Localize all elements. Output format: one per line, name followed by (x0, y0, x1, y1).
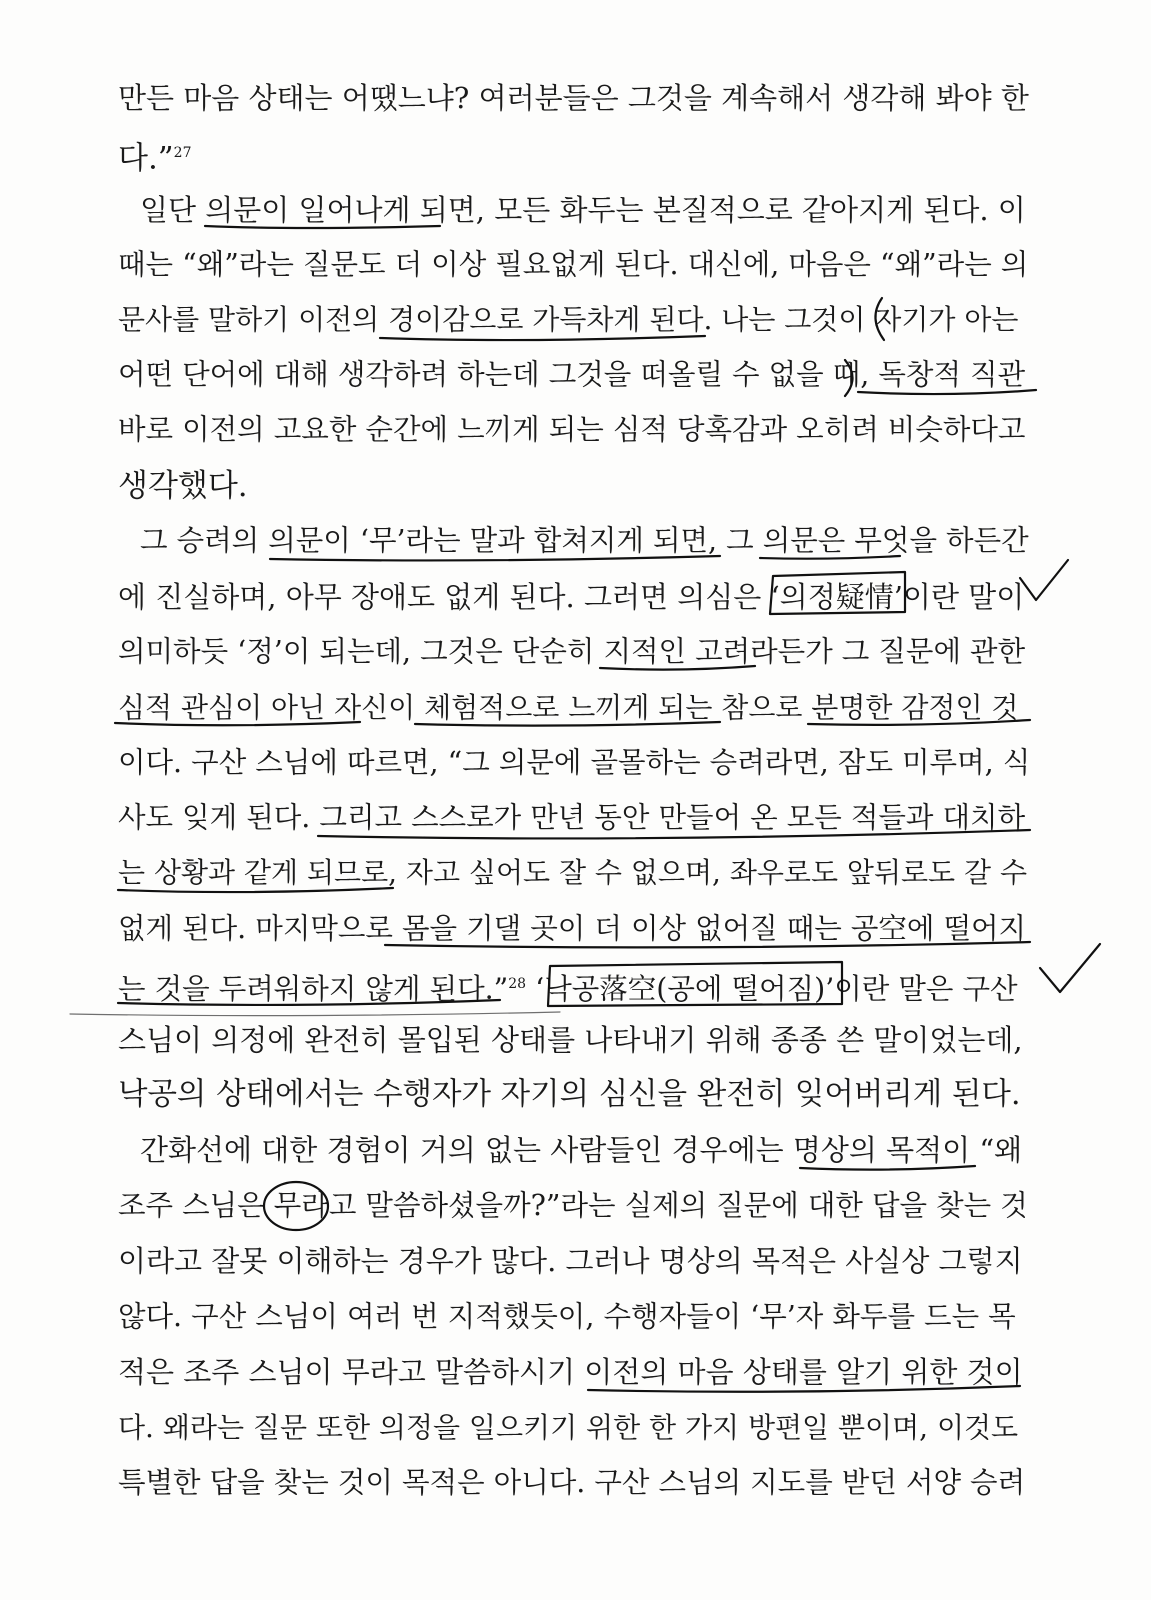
text-line-23: 않다. 구산 스님이 여러 번 지적했듯이, 수행자들이 ‘무’자 화두를 드는 목 (118, 1300, 1016, 1333)
text-line-11: 의미하듯 ‘정’이 되는데, 그것은 단순히 지적인 고려라든가 그 질문에 관한 (118, 635, 1026, 668)
text-line-1: 만든 마음 상태는 어땠느냐? 여러분들은 그것을 계속해서 생각해 봐야 한 (118, 81, 1029, 115)
smear-line (70, 1012, 560, 1016)
text-line-16: 없게 된다. 마지막으로 몸을 기댈 곳이 더 이상 없어질 때는 공空에 떨어지 (118, 912, 1027, 945)
text-line-5: 문사를 말하기 이전의 경이감으로 가득차게 된다. 나는 그것이 자기가 아는 (118, 303, 1019, 336)
text-line-2 (118, 133, 191, 178)
text-line-15: 는 상황과 같게 되므로, 자고 싶어도 잘 수 없으며, 좌우로도 앞뒤로도 갈 수 (118, 856, 1028, 889)
text-line-24: 적은 조주 스님이 무라고 말씀하시기 이전의 마음 상태를 알기 위한 것이 (118, 1355, 1023, 1389)
text-line-21: 조주 스님은 무라고 말씀하셨을까?”라는 실제의 질문에 대한 답을 찾는 것 (118, 1189, 1028, 1222)
text-line-3: 일단 의문이 일어나게 되면, 모든 화두는 본질적으로 같아지게 된다. 이 (140, 193, 1026, 227)
text-line-6: 어떤 단어에 대해 생각하려 하는데 그것을 떠올릴 수 없을 때, 독창적 직관 (118, 358, 1026, 391)
text-line-7: 바로 이전의 고요한 순간에 느끼게 되는 심적 당혹감과 오히려 비슷하다고 (118, 413, 1026, 446)
checkmark-2 (1040, 944, 1100, 992)
text-line-10: 에 진실하며, 아무 장애도 없게 된다. 그러면 의심은 ‘의정疑情’이란 말이 (118, 580, 1025, 614)
text-line-22: 이라고 잘못 이해하는 경우가 많다. 그러나 명상의 목적은 사실상 그렇지 (118, 1244, 1023, 1278)
text-line-14: 사도 잊게 된다. 그리고 스스로가 만년 동안 만들어 온 모든 적들과 대치하 (118, 801, 1026, 834)
text-line-8: 생각했다. (118, 468, 248, 504)
text-line-12: 심적 관심이 아닌 자신이 체험적으로 느끼게 되는 참으로 분명한 감정인 것 (118, 691, 1019, 724)
text-line-13: 이다. 구산 스님에 따르면, “그 의문에 골몰하는 승려라면, 잠도 미루며, 식 (118, 746, 1031, 779)
text-line-2-body: 다.” (118, 140, 174, 177)
checkmark-1 (1020, 560, 1068, 600)
text-line-4: 때는 “왜”라는 질문도 더 이상 필요없게 된다. 대신에, 마음은 “왜”라는 의 (118, 248, 1029, 281)
text-line-26: 특별한 답을 찾는 것이 목적은 아니다. 구산 스님의 지도를 받던 서양 승려 (118, 1466, 1026, 1499)
text-line-18: 스님이 의정에 완전히 몰입된 상태를 나타내기 위해 종종 쓴 말이었는데, (118, 1023, 1023, 1057)
text-line-9: 그 승려의 의문이 ‘무’라는 말과 합쳐지게 되면, 그 의문은 무엇을 하든간 (140, 524, 1029, 557)
text-line-17-tail: ‘낙공落空(공에 떨어짐)’이란 말은 구산 (526, 972, 1018, 1006)
footnote-28: 28 (508, 976, 527, 992)
text-line-19: 낙공의 상태에서는 수행자가 자기의 심신을 완전히 잊어버리게 된다. (118, 1077, 1021, 1112)
text-line-25: 다. 왜라는 질문 또한 의정을 일으키기 위한 한 가지 방편일 뿐이며, 이것도 (118, 1411, 1019, 1444)
text-line-20: 간화선에 대한 경험이 거의 없는 사람들인 경우에는 명상의 목적이 “왜 (140, 1133, 1023, 1167)
footnote-27: 27 (173, 145, 192, 161)
text-line-17 (118, 964, 1018, 1010)
text-line-17-body: 는 것을 두려워하지 않게 된다.” (118, 972, 509, 1006)
